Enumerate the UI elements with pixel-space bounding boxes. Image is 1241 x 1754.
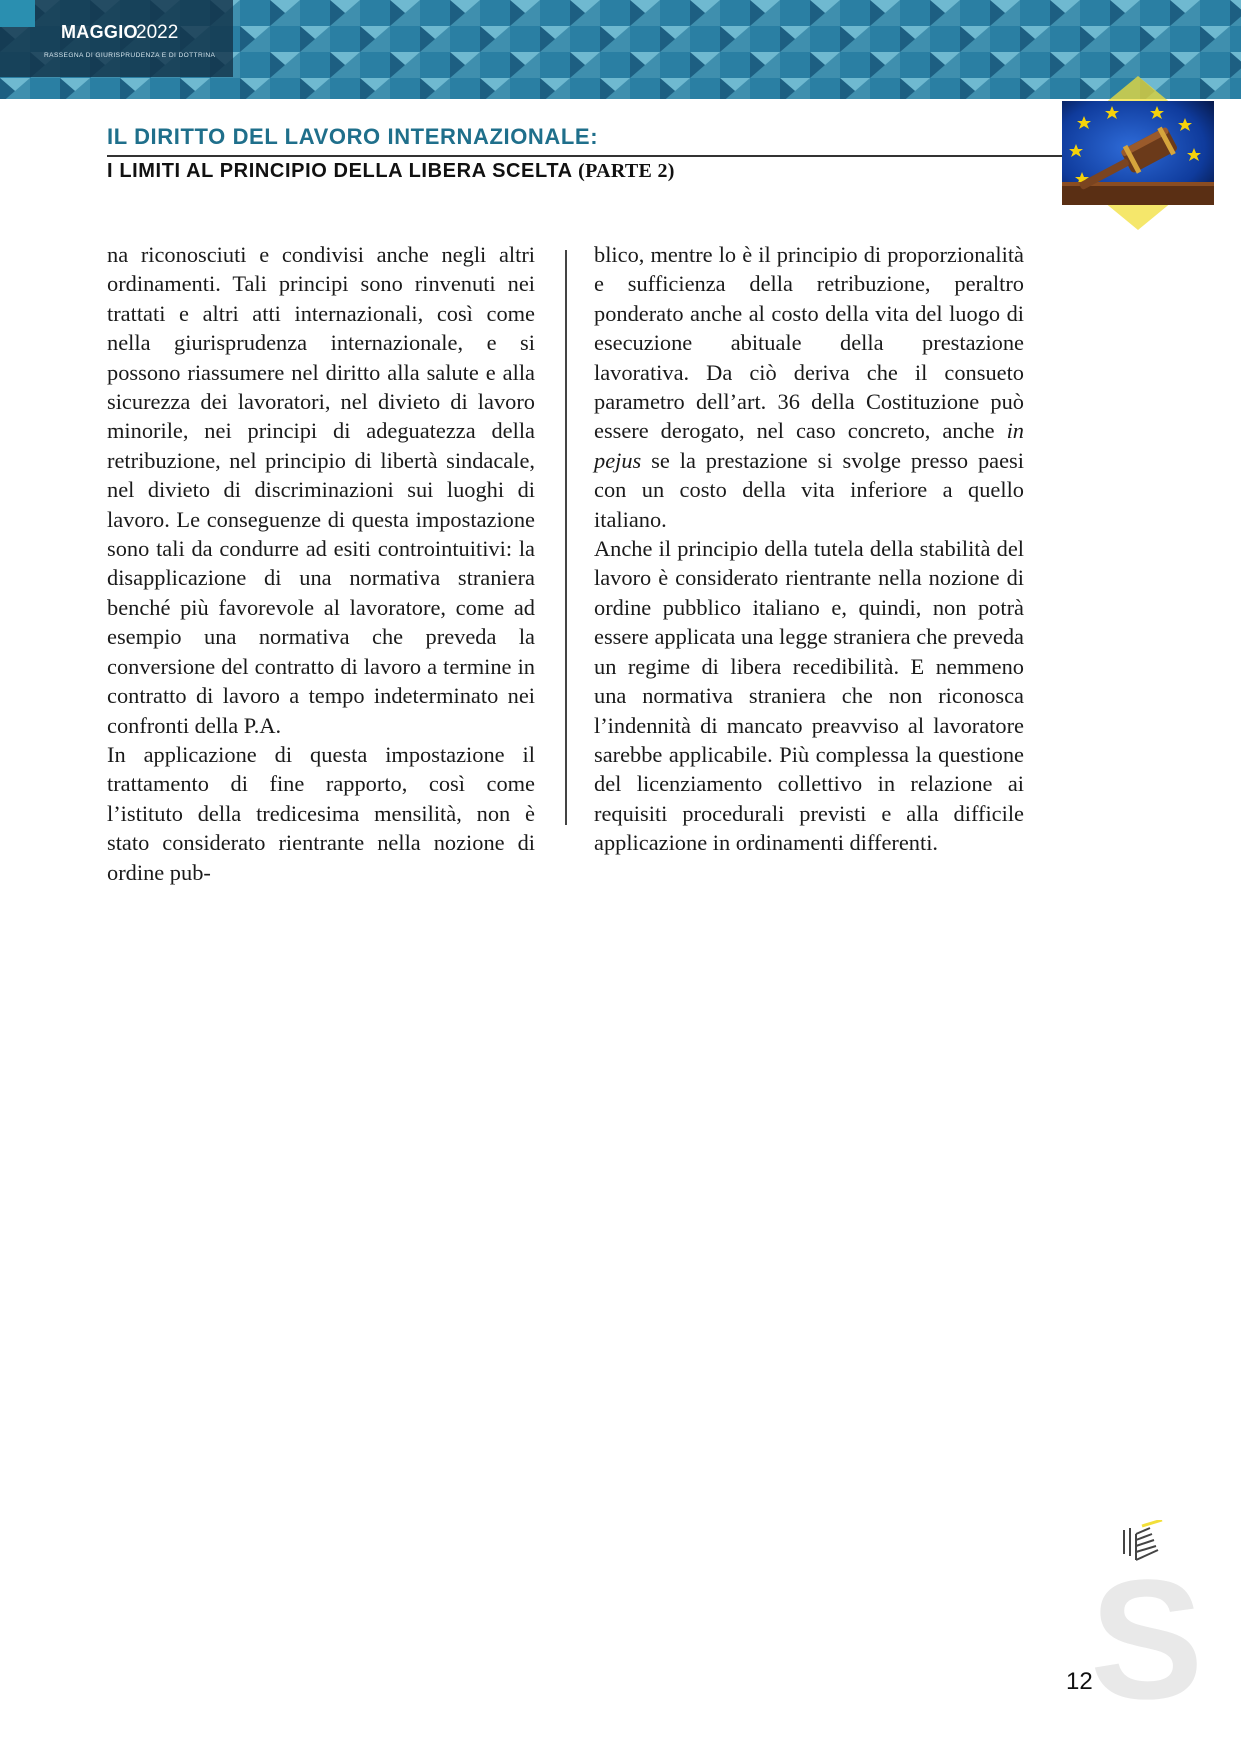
column-divider (565, 250, 567, 825)
body-column-left (107, 240, 535, 887)
article-title-line1: IL DIRITTO DEL LAVORO INTERNAZIONALE: (107, 124, 599, 149)
body-text: blico, mentre lo è il principio di proporzionalità e sufficienza della retribuzione, peraltro ponderato anche al costo della vita del luogo di esecuzione abituale della prestazione lavorativa. Da ciò deriva che il consueto parametro dell’art. 36 della Costituzione può essere derogato, nel caso concreto, anche (594, 242, 1024, 444)
masthead-year: 2022 (136, 22, 179, 43)
latin-term: in pejus (594, 418, 1024, 473)
article-title-line2 (107, 160, 675, 183)
header-band (0, 0, 1241, 99)
article-title-main: I LIMITI AL PRINCIPIO DELLA LIBERA SCELTA (107, 160, 572, 182)
gavel-eu-flag-icon (1062, 76, 1214, 230)
body-paragraph (594, 240, 1024, 534)
body-paragraph: na riconosciuti e condivisi anche negli altri ordinamenti. Tali principi sono rinvenuti nei trattati e altri atti internazionali, così come nella giurisprudenza internazionale, e si possono riassumere nel diritto alla salute e alla sicurezza dei lavoratori, nel divieto di lavoro minorile, nei principi di adeguatezza della retribuzione, nel principio di libertà sindacale, nel divieto di discriminazioni sui luoghi di lavoro. Le conseguenze di questa impostazione sono tali da condurre ad esiti controintuitivi: la disapplicazione di una normativa straniera benché più favorevole al lavoratore, come ad esempio una normativa che preveda la conversione del contratto di lavoro a termine in contratto di lavoro a tempo indeterminato nei confronti della P.A. (107, 242, 535, 738)
svg-text:S: S (1090, 1570, 1200, 1710)
masthead-subtitle: RASSEGNA DI GIURISPRUDENZA E DI DOTTRINA (44, 52, 216, 59)
masthead-month: MAGGIO (61, 22, 138, 42)
masthead (0, 0, 233, 77)
body-column-right (594, 240, 1024, 858)
article-title-part: (PARTE 2) (578, 160, 675, 182)
body-text: se la prestazione si svolge presso paesi con un costo della vita inferiore a quello italiano. (594, 447, 1024, 532)
page-number: 12 (1066, 1668, 1093, 1695)
publisher-logo-icon (1118, 1520, 1170, 1577)
masthead-corner-accent (0, 0, 35, 27)
body-paragraph: Anche il principio della tutela della stabilità del lavoro è considerato rientrante nella nozione di ordine pubblico italiano e, quindi, non potrà essere applicata una legge straniera che preveda un regime di libera recedibilità. E nemmeno una normativa straniera che non riconosca l’indennità di mancato preavviso al lavoratore sarebbe applicabile. Più complessa la questione del licenziamento collettivo in relazione ai requisiti procedurali previsti e alla difficile applicazione in ordinamenti differenti. (594, 536, 1024, 856)
large-s-decoration-icon (1090, 1570, 1200, 1710)
body-paragraph: In applicazione di questa impostazione il trattamento di fine rapporto, così come l’istituto della tredicesima mensilità, non è stato considerato rientrante nella nozione di ordine pub- (107, 741, 535, 885)
title-rule (107, 155, 1062, 157)
